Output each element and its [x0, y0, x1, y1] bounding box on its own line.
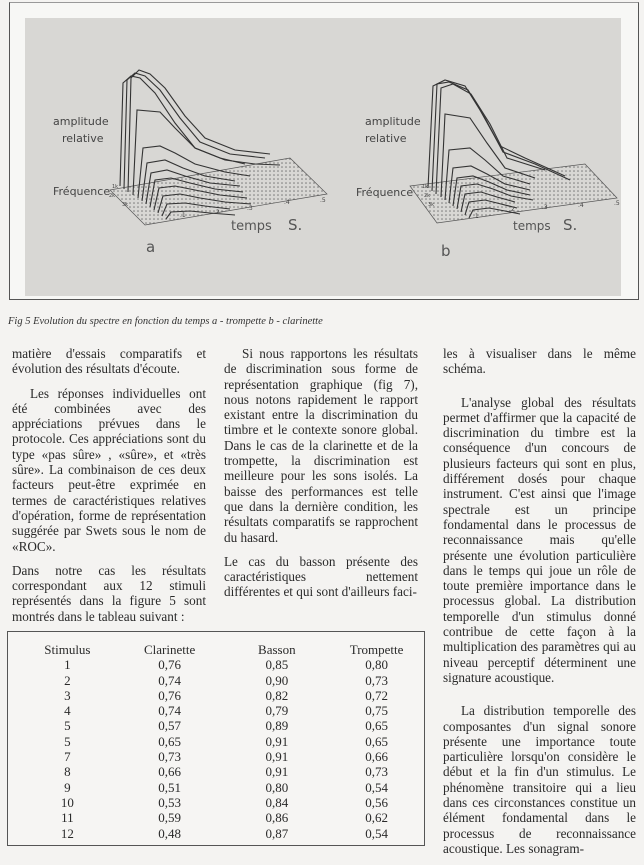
svg-text:2k: 2k: [109, 193, 116, 199]
table-row: 5 0,57 0,89 0,65: [64, 718, 388, 734]
paragraph: L'analyse global des résultats permet d'affirmer que la capacité de discrimination du timbre est la conséquence d'un concours de plusieurs facteurs qui sont en plus, différement dosés pour chaque instrument. C'est ainsi que l'image spectrale est un principe fondamental dans le processus de reconnaissance mais qu'elle présente une évolution particulière dans le temps qui joue un rôle de toute première importance dans le processus global. La distribution temporelle d'un stimulus donné contribue de cette façon à la multiplication des paramètres qui au niveau perceptif déterminent une signature acoustique.: [443, 394, 636, 685]
panel-b-plot: [356, 80, 620, 260]
svg-text:.3: .3: [542, 204, 548, 211]
header-basson: Basson: [258, 642, 296, 657]
svg-text:.3: .3: [247, 205, 253, 212]
panel-a-plot: [53, 70, 327, 256]
svg-text:1k: 1k: [422, 184, 429, 190]
time-axis-label-a: temps: [231, 219, 272, 234]
table-row: 10 0,53 0,84 0,56: [60, 794, 388, 810]
paragraph: Les réponses individuelles ont été combinées avec des appréciations prévues dans le protocole. Ces appréciations sont du type «pas sûre» , «sûre», et «très sûre». La combinaison de ces deux facteurs peut-être exprimée en termes de caractéristiques relatives d'opération, forme de représentation suggérée par Swets sous le nom de «ROC».: [12, 385, 206, 554]
svg-text:.5: .5: [320, 197, 326, 204]
table-row: 8 0,66 0,91 0,73: [64, 764, 388, 780]
time-axis-label-b: temps: [513, 219, 551, 233]
paragraph: Le cas du basson présente des caractéristiques nettement différentes et qui sont d'ailleurs faci-: [224, 553, 418, 600]
svg-text:.4: .4: [578, 202, 584, 209]
y-axis-label-b: amplitude: [365, 115, 421, 128]
header-trompette: Trompette: [349, 642, 404, 657]
svg-text:relative: relative: [365, 132, 407, 145]
svg-text:S.: S.: [563, 216, 578, 234]
table-row: 9 0,51 0,80 0,54: [64, 779, 388, 795]
paragraph: les à visualiser dans le même schéma.: [443, 346, 636, 377]
paragraph: matière d'essais comparatifs et évolution des résultats d'écoute.: [12, 346, 206, 377]
header-clarinette: Clarinette: [143, 642, 196, 657]
panel-letter-b: b: [441, 242, 451, 260]
svg-text:.2: .2: [214, 209, 220, 216]
y-axis-label-a: amplitude: [53, 115, 109, 128]
paragraph: Si nous rapportons les résultats de discrimination sous forme de représentation graphique (fig 7), nous notons rapidement le rapport existant entre la discrimination du timbre et le contexte sonore global. Dans le cas de la clarinette et de la trompette, la discrimination est meilleure pour les sons isolés. La baisse des performances est telle que dans la dernière condition, les résultats comparatifs se rapprochent du hasard.: [224, 346, 418, 545]
figure-caption: Fig 5 Evolution du spectre en fonction du temps a - trompette b - clarinette: [8, 316, 323, 327]
freq-label-b: Fréquence: [356, 186, 414, 199]
svg-text:.1: .1: [180, 212, 186, 219]
text-column-3: [443, 346, 636, 865]
freq-label-a: Fréquence: [53, 185, 111, 198]
svg-text:.2: .2: [509, 206, 515, 213]
svg-text:.5: .5: [614, 200, 620, 207]
table-row: 3 0,76 0,82 0,72: [64, 687, 388, 703]
table-row: 7 0,73 0,91 0,66: [64, 749, 388, 765]
table-row: 1 0,76 0,85 0,80: [64, 657, 388, 673]
header-stimulus: Stimulus: [44, 642, 91, 657]
table-row: 5 0,65 0,91 0,65: [64, 733, 388, 749]
svg-text:relative: relative: [62, 132, 104, 145]
paragraph: Dans notre cas les résultats correspondant aux 12 stimuli représentés dans la figure 5 sont montrés dans le tableau suivant :: [12, 562, 206, 624]
svg-text:2k: 2k: [424, 193, 431, 199]
results-table-box: [7, 631, 425, 846]
svg-text:3k: 3k: [428, 202, 435, 208]
panel-letter-a: a: [146, 238, 156, 256]
table-row: 11 0,59 0,86 0,62: [61, 810, 388, 826]
table-header-row: [20, 642, 424, 657]
table-row: 12 0,48 0,87 0,54: [60, 825, 388, 841]
spectrum-waterfall-plots: [25, 18, 621, 296]
svg-text:.4: .4: [284, 199, 290, 206]
svg-text:S.: S.: [288, 216, 303, 234]
results-table: [20, 642, 424, 841]
text-column-1: [12, 346, 206, 633]
paragraph: La distribution temporelle des composantes d'un signal sonore présente une importance toute particulière lorsqu'on considère le début et la fin d'un stimulus. Le phénomène transitoire qui a lieu dans ces circonstances constitue un élément fondamental dans le processus de reconnaissance acoustique. Les sonagram-: [443, 703, 636, 856]
svg-text:3k: 3k: [122, 202, 129, 208]
table-row: 4 0,74 0,79 0,75: [64, 703, 388, 719]
figure-frame: [9, 2, 639, 300]
table-row: 2 0,74 0,90 0,73: [64, 672, 388, 688]
svg-text:1k: 1k: [112, 184, 119, 190]
text-column-2: [224, 346, 418, 609]
figure-panel-area: [25, 18, 621, 296]
svg-text:.1: .1: [473, 213, 479, 220]
